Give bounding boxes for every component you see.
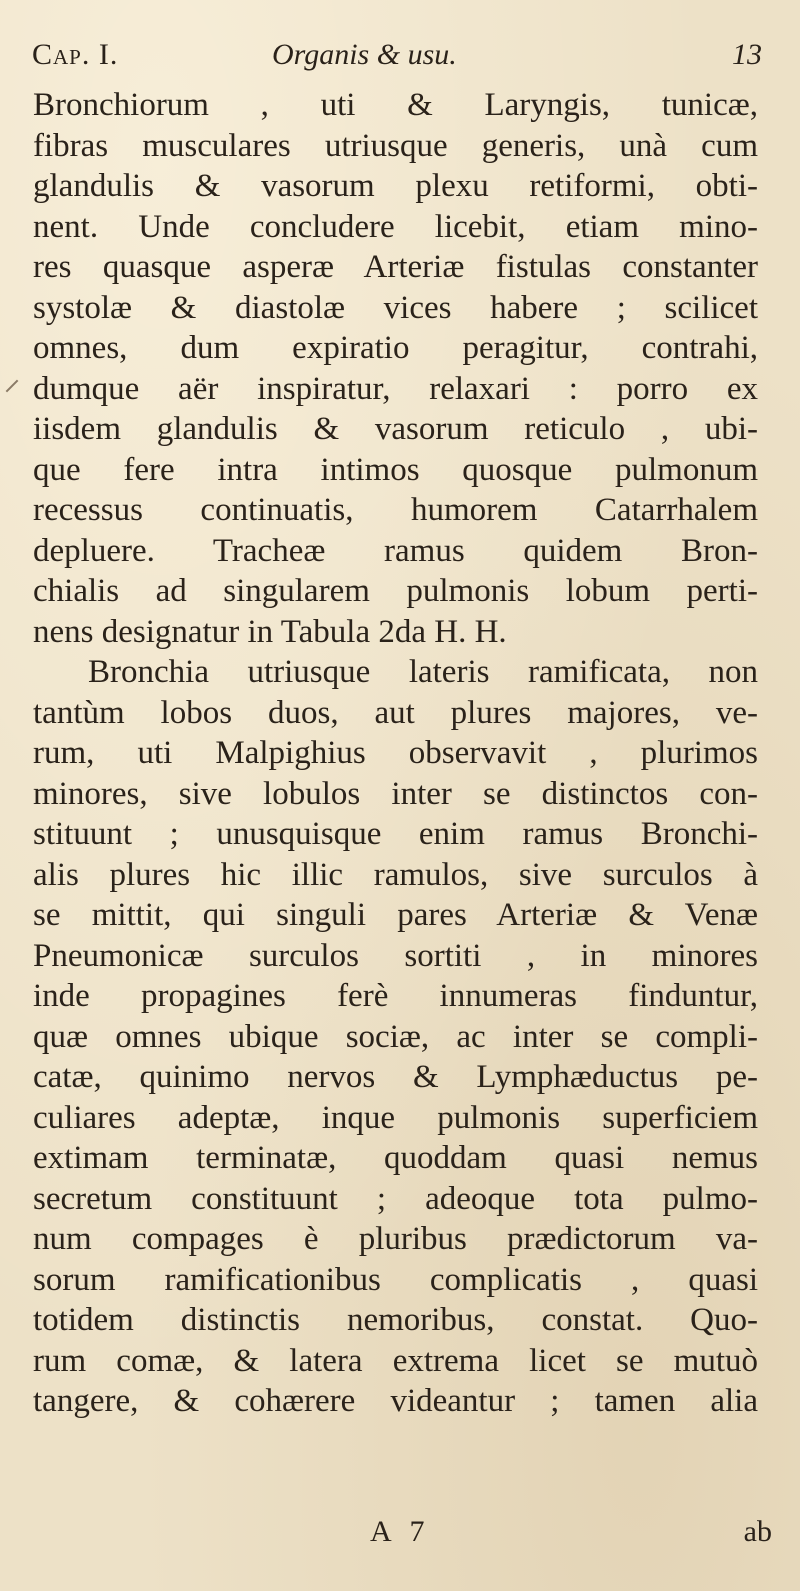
- text-line: secretum constituunt ; adeoque tota pulmo-: [33, 1180, 758, 1217]
- text-line: stituunt ; unusquisque enim ramus Bronchi-: [33, 816, 758, 852]
- text-line: fibras musculares utriusque generis, unà cum: [33, 127, 758, 164]
- body-text: [33, 85, 758, 1422]
- text-line: totidem distinctis nemoribus, constat. Quo-: [33, 1302, 758, 1338]
- text-line: sorum ramificationibus complicatis , quasi: [33, 1261, 758, 1298]
- text-line: quæ omnes ubique sociæ, ac inter se compli-: [33, 1018, 758, 1055]
- running-header: [32, 38, 762, 88]
- text-line: que fere intra intimos quosque pulmonum: [33, 451, 758, 488]
- text-line: Bronchia utriusque lateris ramificata, non: [88, 654, 758, 690]
- signature-mark: A 7: [370, 1515, 431, 1548]
- text-line: res quasque asperæ Arteriæ fistulas constanter: [33, 249, 758, 285]
- text-line: catæ, quinimo nervos & Lymphæductus pe-: [33, 1059, 758, 1095]
- text-line: extimam terminatæ, quoddam quasi nemus: [33, 1140, 758, 1176]
- text-line: nent. Unde concludere licebit, etiam mino-: [33, 208, 758, 245]
- text-line: culiares adeptæ, inque pulmonis superficiem: [33, 1099, 758, 1136]
- text-line: depluere. Tracheæ ramus quidem Bron-: [33, 532, 758, 569]
- running-title: Organis & usu.: [272, 38, 457, 71]
- text-line: omnes, dum expiratio peragitur, contrahi,: [33, 330, 758, 366]
- text-line: systolæ & diastolæ vices habere ; scilicet: [33, 289, 758, 326]
- catchword: ab: [743, 1515, 772, 1548]
- page-footer: [0, 1515, 800, 1565]
- text-line: inde propagines ferè innumeras finduntur,: [33, 978, 758, 1014]
- text-line: rum comæ, & latera extrema licet se mutuò: [33, 1342, 758, 1379]
- text-line: recessus continuatis, humorem Catarrhalem: [33, 492, 758, 528]
- margin-pencil-mark: [6, 380, 19, 393]
- text-line: chialis ad singularem pulmonis lobum perti-: [33, 573, 758, 609]
- chapter-label: Cap. I.: [32, 38, 119, 71]
- text-line: rum, uti Malpighius observavit , plurimos: [33, 735, 758, 771]
- text-line: tantùm lobos duos, aut plures majores, ve-: [33, 694, 758, 731]
- text-line: se mittit, qui singuli pares Arteriæ & Venæ: [33, 897, 758, 933]
- text-line: dumque aër inspiratur, relaxari : porro ex: [33, 370, 758, 407]
- text-line: glandulis & vasorum plexu retiformi, obti-: [33, 168, 758, 204]
- text-line: alis plures hic illic ramulos, sive surculos à: [33, 856, 758, 893]
- text-line: Pneumonicæ surculos sortiti , in minores: [33, 937, 758, 974]
- text-line: num compages è pluribus prædictorum va-: [33, 1221, 758, 1257]
- text-line: minores, sive lobulos inter se distinctos con-: [33, 775, 758, 812]
- text-line: iisdem glandulis & vasorum reticulo , ubi-: [33, 411, 758, 447]
- page-number: 13: [732, 38, 762, 71]
- text-line: Bronchiorum , uti & Laryngis, tunicæ,: [33, 87, 758, 123]
- text-line: nens designatur in Tabula 2da H. H.: [33, 613, 507, 650]
- text-line: tangere, & cohærere videantur ; tamen alia: [33, 1383, 758, 1419]
